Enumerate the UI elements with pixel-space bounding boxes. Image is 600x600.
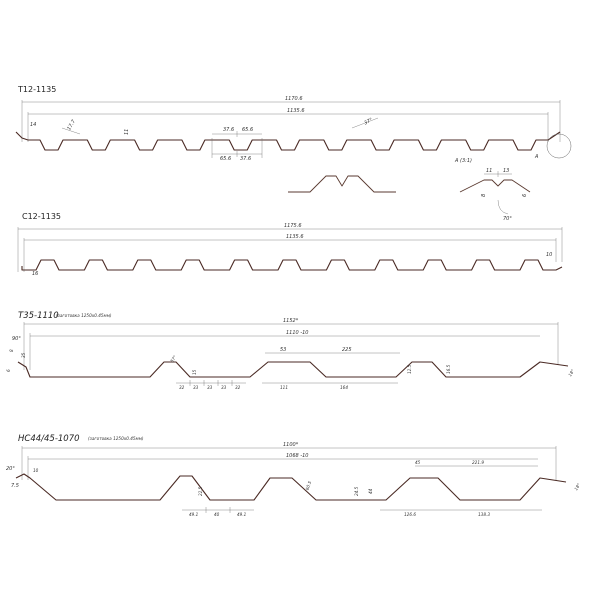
dimension-segment: 32 [179, 385, 185, 390]
dimension-segment: 40 [214, 512, 220, 517]
dimension-edge: 14 [30, 122, 37, 128]
dimension-edge-height: 8 [9, 349, 14, 352]
dimension-useful-width: 1135.6 [287, 108, 305, 114]
dimension-height-inner: 24.5 [354, 486, 359, 496]
dimension-top-flat: 45 [415, 460, 421, 465]
dimension-height: 44 [368, 488, 373, 494]
detail-callout-circle [547, 134, 571, 158]
section-sketch [288, 176, 396, 192]
dimension-hem: 6 [6, 369, 11, 372]
dimension-web-angle: 57° [169, 354, 178, 364]
dimension-segment: 33 [207, 385, 213, 390]
dimension-overall-width: 1100* [283, 442, 299, 448]
profile-t12-1135 [16, 85, 571, 222]
dimension-edge-angle: 20° [6, 466, 15, 472]
dimension-segment: 49.1 [189, 512, 199, 517]
dimension-segment: 49.1 [237, 512, 247, 517]
dimension-bottom-flat: 37.6 [240, 156, 252, 162]
dimension-bottom-span: 164 [340, 385, 348, 390]
blank-size-note: (заготовка 1250х0.45мм) [88, 436, 144, 441]
detail-dim-right: 13 [503, 168, 510, 174]
dimension-bottom-span: 138.3 [478, 512, 490, 517]
dimension-useful-width: 1110 -10 [286, 330, 309, 336]
profile-hc44-45-1070 [6, 434, 581, 517]
profile-c12-1135 [18, 212, 562, 277]
dimension-pitch: 221.9 [472, 460, 484, 465]
dimension-end-angle: 18° [573, 482, 582, 492]
dimension-edge-hem: 35 [21, 352, 26, 358]
profile-line [18, 362, 568, 377]
detail-dim-depth: 6 [522, 193, 528, 197]
dimension-overall-width: 1175.6 [284, 223, 302, 229]
dimension-height: 11 [124, 128, 130, 135]
profile-line [22, 260, 562, 270]
detail-dim-height: 8 [481, 193, 487, 197]
detail-angle: 70° [503, 216, 512, 222]
dimension-pitch: 65.6 [242, 127, 254, 133]
blank-size-note: (заготовка 1250х0.45мм) [56, 313, 112, 318]
dimension-angle: 37° [363, 117, 374, 127]
detail-title: A (3:1) [455, 158, 472, 164]
profile-t35-1110 [6, 311, 575, 390]
dimension-useful-width: 1068 -10 [286, 453, 309, 459]
angle-arc [498, 200, 508, 214]
profile-title: HC44/45-1070 [18, 434, 80, 444]
profile-title: T35-1110 [18, 311, 59, 321]
dimension-segment: 32 [235, 385, 241, 390]
dimension-segment: 33 [193, 385, 199, 390]
dimension-bottom-flat: 126.6 [404, 512, 416, 517]
profile-line [16, 474, 566, 500]
dimension-web-length: 60.5 [304, 480, 313, 491]
dimension-edge-flat: 10 [33, 468, 39, 473]
profile-title: T12-1135 [18, 85, 57, 94]
dimension-bottom-pitch: 65.6 [220, 156, 232, 162]
profile-title: C12-1135 [22, 212, 62, 221]
dimension-stiffener: 22.5 [198, 486, 203, 496]
detail-profile [460, 180, 530, 192]
dimension-edge-height: 7.5 [11, 483, 19, 489]
dimension-stiffener: 15 [192, 369, 197, 375]
dimension-depth: 16.5 [446, 364, 451, 374]
dimension-segment: 33 [221, 385, 227, 390]
dimension-edge-right: 10 [546, 252, 553, 258]
dimension-top-flat: 53 [280, 347, 287, 353]
dimension-pitch: 225 [342, 347, 352, 353]
dimension-useful-width: 1135.6 [286, 234, 304, 240]
detail-dim-left: 11 [486, 168, 493, 174]
dimension-edge: 16 [32, 271, 39, 277]
dimension-overall-width: 1170.6 [285, 96, 303, 102]
dimension-overall-width: 1152* [283, 318, 299, 324]
dimension-rib: 17.7 [66, 118, 78, 132]
dimension-end-angle: 18° [567, 368, 576, 378]
dimension-edge-angle: 90° [12, 336, 21, 342]
profile-line [16, 132, 560, 150]
dimension-top-flat: 37.6 [223, 127, 235, 133]
dimension-web: 12.5 [407, 364, 412, 374]
detail-callout-label: A [535, 154, 539, 160]
dimension-bottom-flat: 111 [280, 385, 288, 390]
